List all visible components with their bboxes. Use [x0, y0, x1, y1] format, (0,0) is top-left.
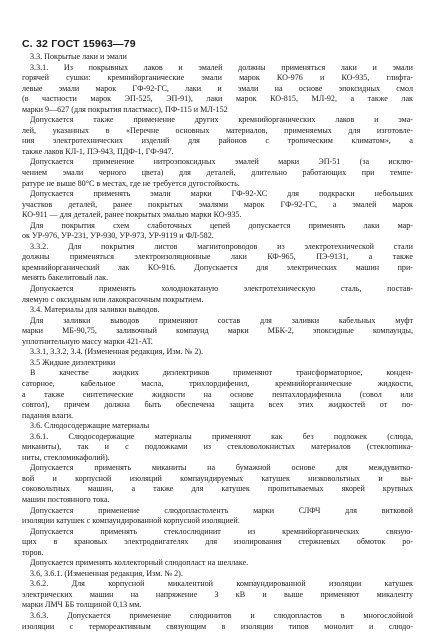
text-line: Допускается применение нитроэпоксидных эмалей марки ЭП-51 (за исклю- — [30, 157, 413, 167]
text-line: а также синтетические жидкости на основе пентахлордифенила (совол или — [22, 389, 413, 399]
text-line: падания влаги. — [22, 410, 74, 420]
page-header: С. 32 ГОСТ 15963—79 — [22, 38, 136, 50]
text-line: (в частности марок ЭП-525, ЭП-91), лаки марок КО-815, МЛ-92, а также лак — [22, 94, 413, 104]
text-line: кремнийорганический лак КО-916. Допускается для электрических машин при- — [22, 262, 413, 272]
text-line: 3.3.2. Для покрытия листов магнитопроводов из электротехнической стали — [30, 241, 413, 251]
text-line: Допускается применять миканиты на бумажной основе для междувитко- — [30, 463, 413, 473]
text-line: уплотнительную массу марки 421-АТ. — [22, 336, 153, 346]
text-line: Допускается применять холоднокатаную электротехническую сталь, постав- — [30, 284, 413, 294]
text-line: участков деталей, ранее покрытых эмалями марок ГФ-92-ГС, а эмалей марок — [22, 199, 413, 209]
text-line: В качестве жидких диэлектриков применяют трансформаторное, конден- — [30, 368, 413, 378]
text-line: машин постоянного тока. — [22, 494, 110, 504]
text-line: изоляции с термореактивным связующим в изоляции типов монолит и слюдо- — [22, 621, 413, 631]
text-line: Допускается также применение других кремнийорганических лаков и эма- — [30, 115, 413, 125]
text-line: 3.3. Покрытые лаки и эмали — [30, 52, 127, 61]
text-line: 3.3.1, 3.3.2, 3.4. (Измененная редакция, Изм. № 2). — [30, 347, 204, 357]
text-line: 3.4. Материалы для заливки выводов. — [30, 305, 160, 315]
text-line: 3.6, 3.6.1. (Измененная редакция, Изм. № 2). — [30, 568, 183, 578]
text-line: саторное, кабельное масла, трихлордифенил, кремнийорганические жидкости, — [22, 378, 413, 388]
text-line: 3.6.1. Слюдосодержащие материалы применяют как без подложек (слюда, — [30, 431, 413, 441]
text-line: левые эмали марок ГФ-92-ГС, лаки и эмали на основе эпоксидных смол — [22, 83, 413, 93]
text-line: ок УР-976, УР-231, УР-930, УР-973, УР-9119 и ФЛ-582. — [22, 231, 214, 241]
text-line: изоляции катушек с компаундированной корпусной изоляцией. — [22, 516, 240, 526]
text-line: щих в крановых электродвигателях для изолирования стержневых обмоток ро- — [22, 537, 413, 547]
text-line: лей, указанных в «Перечне основных материалов, применяемых для изготовле- — [22, 125, 413, 135]
text-line: Допускается применять эмали марки ГФ-92-ХС для подкраски небольших — [30, 189, 413, 199]
text-line: чением эмали черного цвета) для деталей, длительно работающих при темпе- — [22, 168, 413, 178]
text-line: марки 9—627 (для покрытия пластмасс), ПФ-115 и МЛ-152 — [22, 104, 228, 114]
text-line: совтол), причем должна быть обеспечена защита всех этих жидкостей от по- — [22, 400, 413, 410]
text-line: Допускается применять коллекторный слюдопласт на шеллаке. — [30, 558, 249, 568]
text-line: вой и корпусной изоляций компаундируемых катушек низковольтных и вы- — [22, 473, 413, 483]
text-line: 3.6.3. Допускается применение слюдинитов и слюдопластов в многослойной — [30, 610, 413, 620]
text-line: соковольтных машин, а также для катушек пропитываемых якорей крупных — [22, 484, 413, 494]
text-line: Для заливки выводов применяют состав для заливки кабельных муфт — [30, 315, 413, 325]
text-line: электрических машин на напряжение 3 кВ и выше применяют микаленту — [22, 589, 413, 599]
text-line: марки ЛМЧ ББ толщиной 0,13 мм. — [22, 600, 142, 610]
text-line: 3.3.1. Из покрывных лаков и эмалей должны применяться лаки и эмали — [30, 62, 413, 72]
text-line: 3.5 Жидкие диэлектрики — [30, 357, 116, 367]
text-line: должны применяться электроизоляционные лаки КФ-965, ПЭ-9131, а также — [22, 252, 413, 262]
text-line: торов. — [22, 547, 44, 557]
text-line: менять бакелитовый лак. — [22, 273, 109, 283]
text-line: ниты, стекломикафолий). — [22, 452, 110, 462]
text-line: 3.6. Слюдосодержащие материалы — [30, 421, 150, 431]
text-line: Для покрытия схем слаботочных цепей допускается применять лаки мар- — [30, 220, 413, 230]
text-line: Допускается применение слюдопластолентъ марки СЛФЧ для витковой — [30, 505, 413, 515]
text-line: горячей сушки: кремнийорганические эмали марок КО-976 и КО-935, глифта- — [22, 73, 413, 83]
text-line: также лаков КЛ-1, ПЭ-943, ПДФ-1, ГФ-947. — [22, 146, 174, 156]
text-line: КО-911 — для деталей, ранее покрытых эмалью марки КО-935. — [22, 210, 242, 220]
text-line: 3.6.2. Для корпусной микалентной компаундированной изоляции катушек — [30, 579, 413, 589]
text-line: ратуре не выше 80°С в местах, где не требуется дугостойкость. — [22, 178, 240, 188]
text-line: ния электротехнических изделий для районов с тропическим климатом», а — [22, 136, 413, 146]
text-line: Допускается применять стеклослюдинит из кремнийорганических связую- — [30, 526, 413, 536]
text-line: миканиты), так и с подложками из стекловолокнистых материалов (стеклоmика- — [22, 442, 413, 452]
text-line: марки МБ-90,75, заливочный компаунд марки МБК-2, эпоксидные компаунды, — [22, 326, 413, 336]
document-body — [22, 52, 413, 632]
text-line: ляемую с оксидным или лакокрасочным покрытием. — [22, 294, 204, 304]
